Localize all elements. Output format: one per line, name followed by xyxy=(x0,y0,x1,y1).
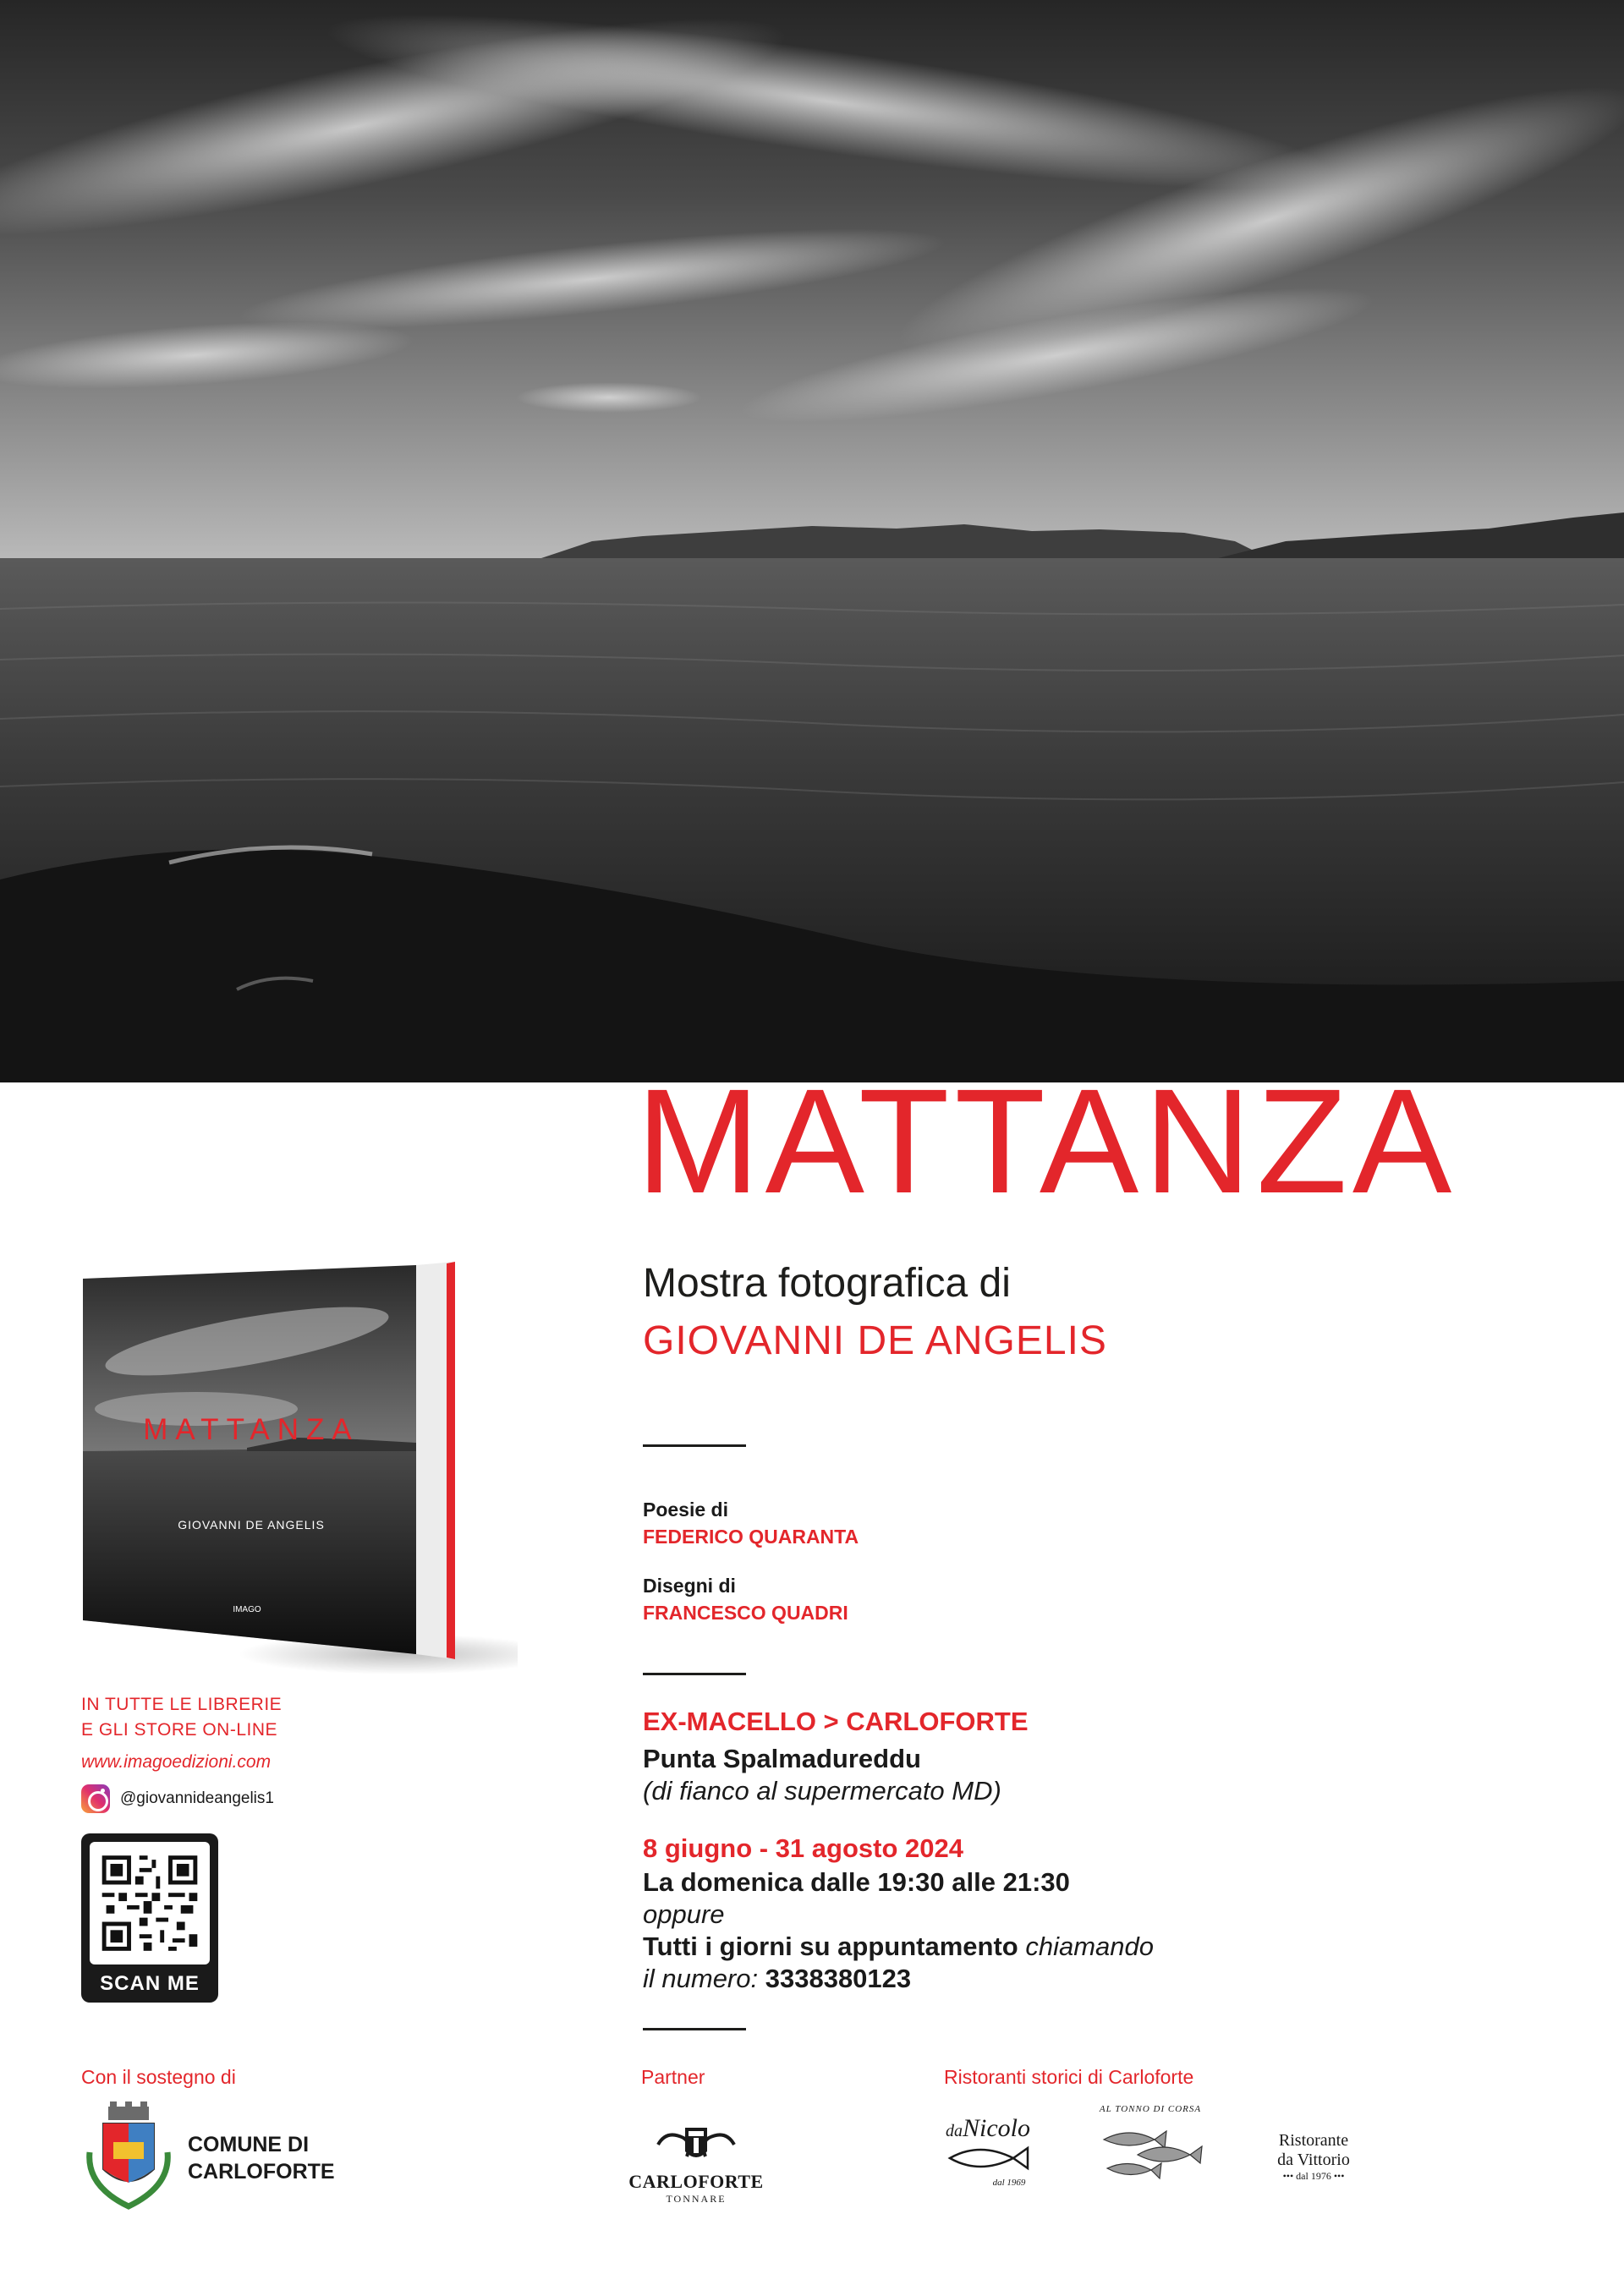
shop-line-1: IN TUTTE LE LIBRERIE xyxy=(81,1695,283,1714)
hero-photo xyxy=(0,0,1624,1082)
restaurant-1-since: dal 1969 xyxy=(992,2178,1026,2188)
venue-note: (di fianco al supermercato MD) xyxy=(643,1776,1001,1806)
website-link[interactable]: www.imagoedizioni.com xyxy=(81,1752,272,1772)
restaurant-1-name xyxy=(937,2114,1039,2143)
book-image xyxy=(78,1257,518,1680)
poster-title: MATTANZA xyxy=(636,1059,1457,1225)
qr-pattern xyxy=(90,1842,210,1964)
partner-label: Partner xyxy=(641,2066,705,2088)
restaurant-da-vittorio-logo xyxy=(1250,2131,1377,2183)
shop-line-2: E GLI STORE ON-LINE xyxy=(81,1720,277,1740)
instagram-icon xyxy=(81,1784,110,1813)
partner-sub: TONNARE xyxy=(666,2193,727,2205)
instagram-handle[interactable] xyxy=(81,1784,274,1813)
scan-me-label: SCAN ME xyxy=(100,1972,200,1995)
book-title: MATTANZA xyxy=(143,1413,359,1446)
comune-line-2: CARLOFORTE xyxy=(188,2160,335,2184)
restaurant-3-line-1: Ristorante xyxy=(1278,2131,1349,2150)
partner-name: CARLOFORTE xyxy=(628,2171,764,2192)
divider-2 xyxy=(643,1673,746,1675)
comune-line-1: COMUNE DI xyxy=(188,2133,310,2156)
poems-label: Poesie di xyxy=(643,1499,728,1521)
phone-line xyxy=(643,1964,911,1994)
restaurant-1-prefix: da xyxy=(946,2122,963,2140)
fish-icon xyxy=(941,2143,1034,2173)
book-author: GIOVANNI DE ANGELIS xyxy=(178,1518,325,1532)
sea-landscape-image xyxy=(0,0,1624,1082)
sunday-hours: La domenica dalle 19:30 alle 21:30 xyxy=(643,1867,1070,1897)
restaurants-label: Ristoranti storici di Carloforte xyxy=(944,2066,1194,2088)
poster-subtitle: Mostra fotografica di xyxy=(643,1261,1011,1306)
carloforte-tonnare-logo xyxy=(624,2123,768,2206)
tuna-drawing-icon xyxy=(1095,2114,1205,2190)
comune-crest-icon xyxy=(78,2101,179,2211)
qr-code-icon xyxy=(90,1842,210,1964)
author-name: GIOVANNI DE ANGELIS xyxy=(643,1318,1107,1363)
restaurant-3-since: ••• dal 1976 ••• xyxy=(1282,2170,1345,2182)
divider-3 xyxy=(643,2028,746,2030)
poems-name: FEDERICO QUARANTA xyxy=(643,1526,859,1548)
tonnare-crest-icon xyxy=(650,2123,743,2167)
venue-place: Punta Spalmadureddu xyxy=(643,1744,921,1773)
or-text: oppure xyxy=(643,1899,725,1929)
restaurant-al-tonno-di-corsa-logo xyxy=(1091,2104,1210,2195)
qr-code[interactable] xyxy=(81,1833,218,2003)
restaurant-da-nicolo-logo xyxy=(937,2114,1039,2188)
restaurant-3-line-2: da Vittorio xyxy=(1277,2151,1350,2169)
phone-label: il numero: xyxy=(643,1964,759,1993)
calling-text: chiamando xyxy=(1025,1932,1154,1961)
support-label: Con il sostegno di xyxy=(81,2066,236,2088)
restaurant-2-name: AL TONNO DI CORSA xyxy=(1099,2104,1202,2114)
phone-number: 3338380123 xyxy=(765,1964,912,1993)
appointment-line xyxy=(643,1932,1154,1962)
appointment-text: Tutti i giorni su appuntamento xyxy=(643,1932,1026,1961)
drawings-name: FRANCESCO QUADRI xyxy=(643,1602,848,1624)
book-publisher: IMAGO xyxy=(233,1605,261,1614)
exhibition-dates: 8 giugno - 31 agosto 2024 xyxy=(643,1833,963,1863)
restaurant-1-main: Nicolo xyxy=(963,2114,1030,2142)
instagram-text: @giovannideangelis1 xyxy=(120,1789,274,1807)
comune-name xyxy=(188,2131,335,2185)
divider-1 xyxy=(643,1444,746,1447)
venue-name: EX-MACELLO > CARLOFORTE xyxy=(643,1707,1029,1736)
drawings-label: Disegni di xyxy=(643,1575,736,1597)
book-cover xyxy=(78,1257,518,1680)
